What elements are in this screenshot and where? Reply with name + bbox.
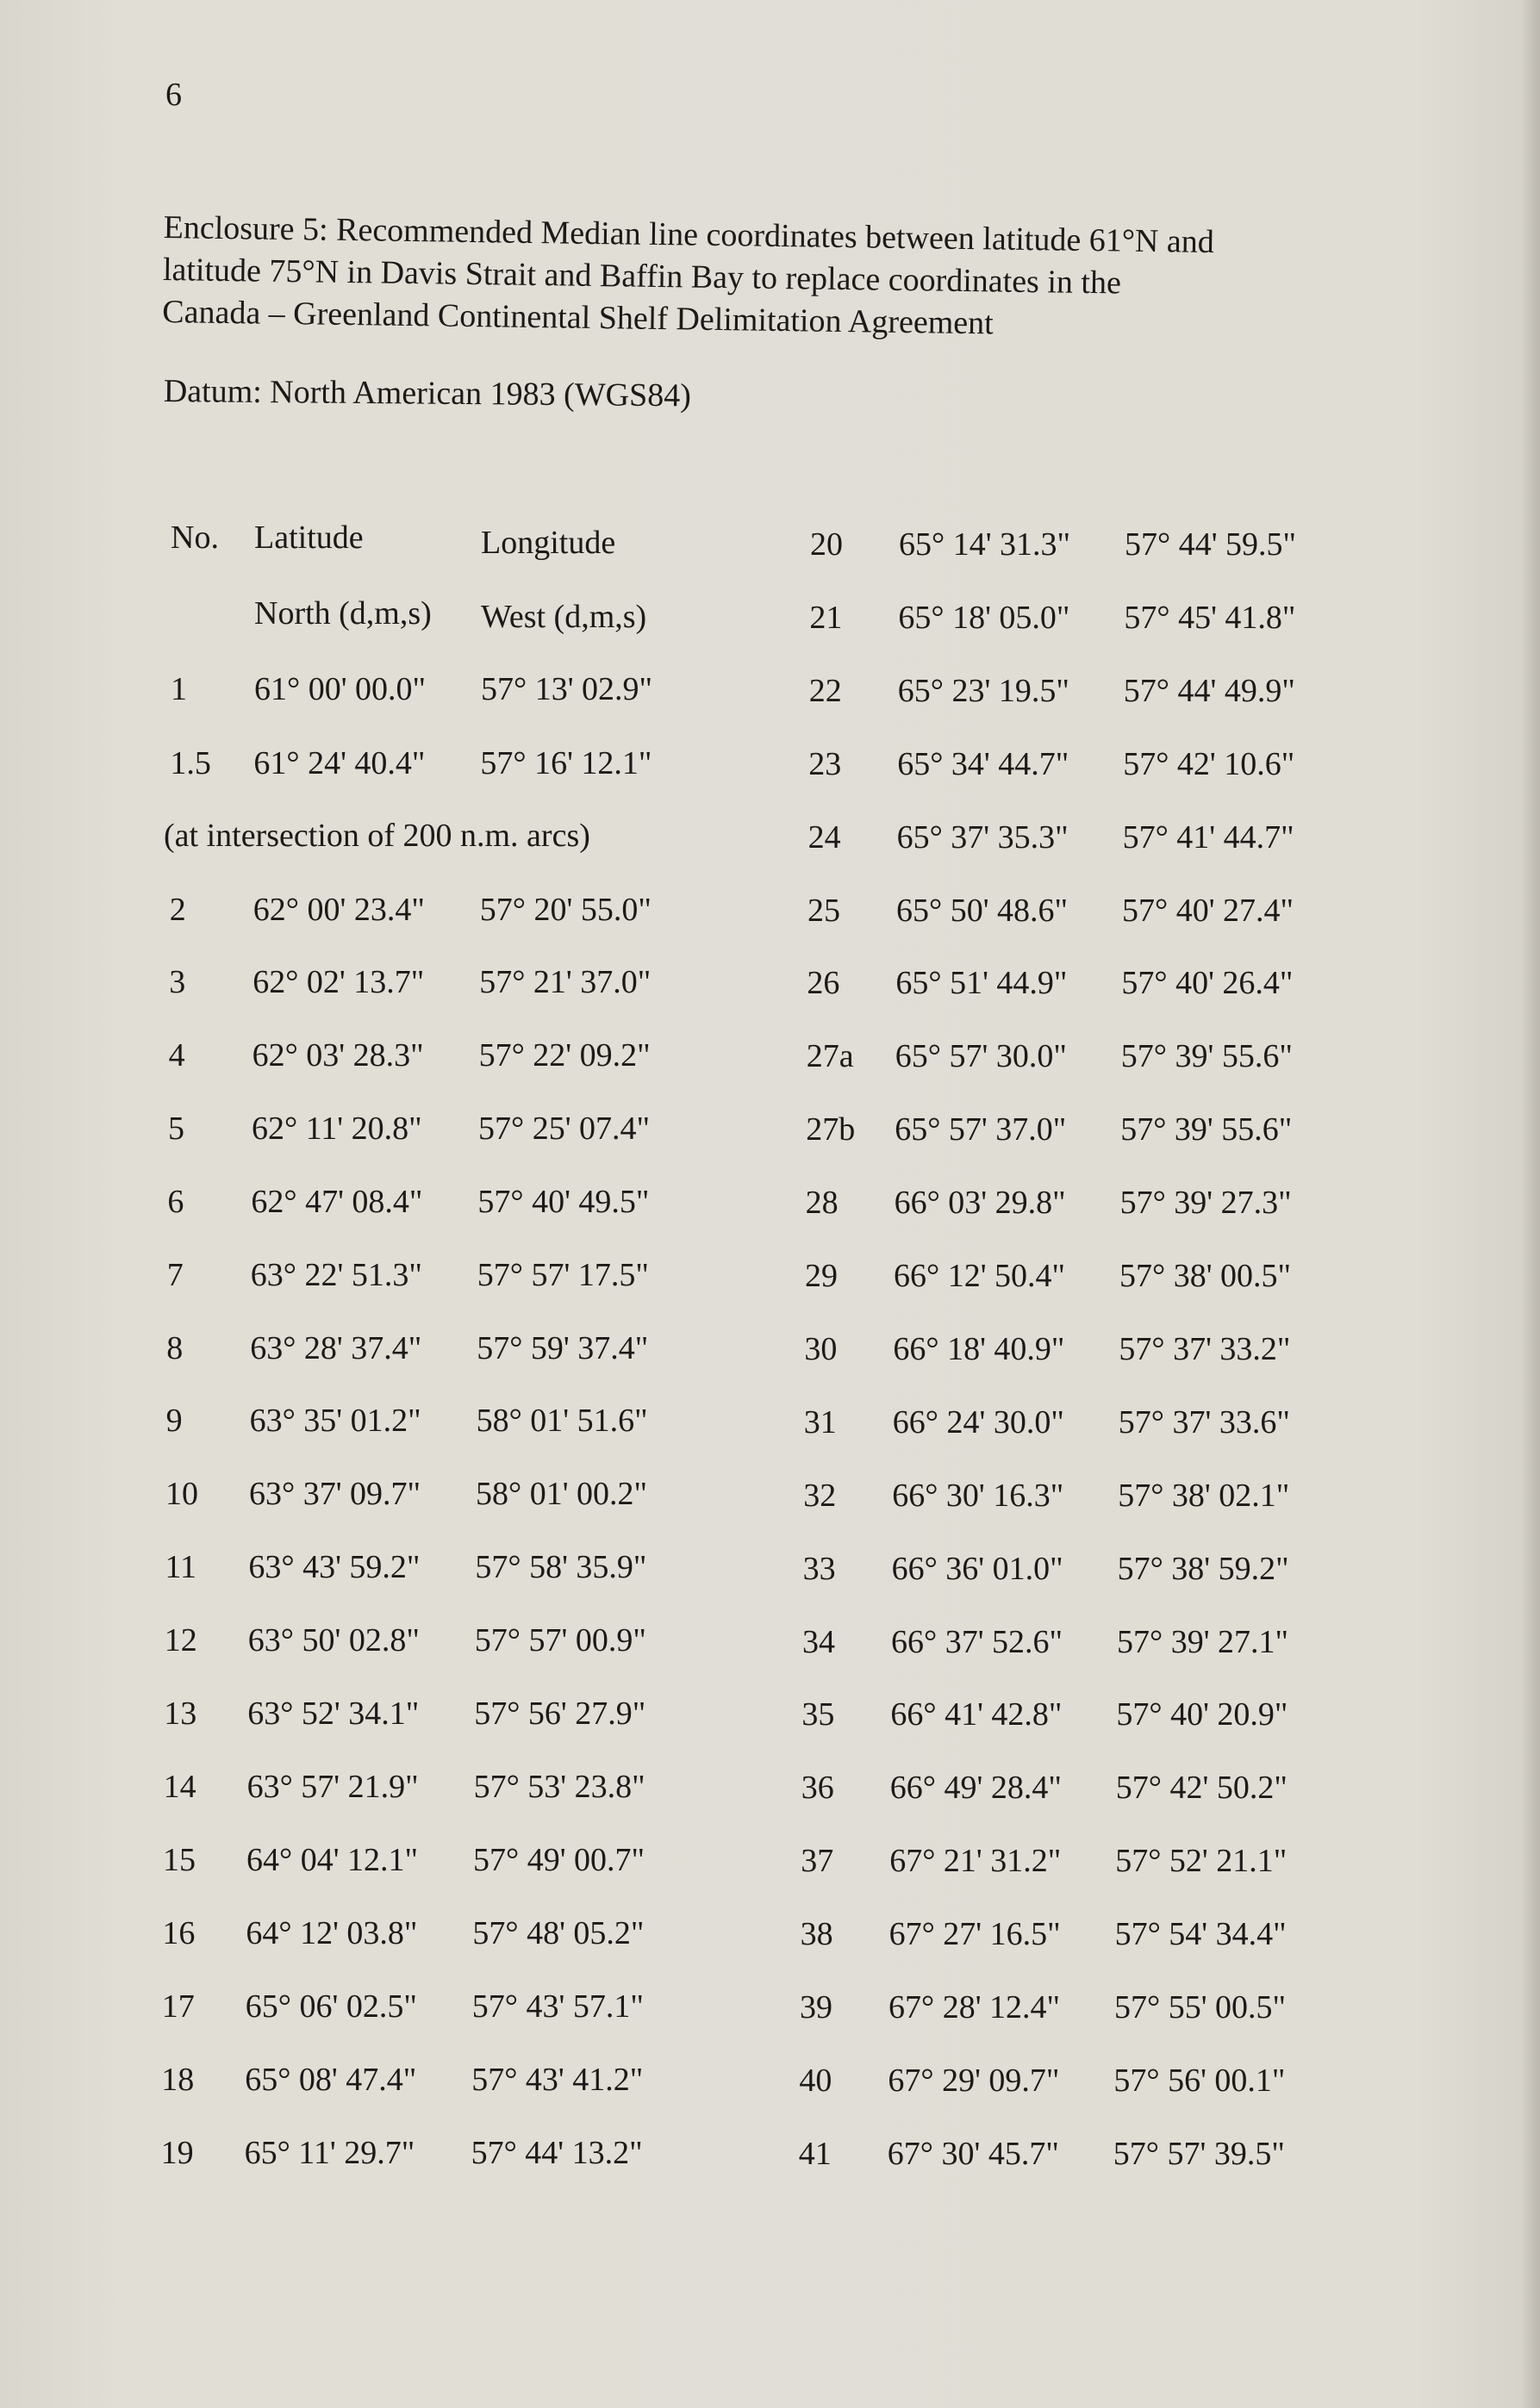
heading-line-1: Enclosure 5: Recommended Median line coordinates between latitude 61°N and	[163, 208, 1215, 261]
right-no-cell: 38	[800, 1916, 833, 1953]
right-lon-cell: 57° 38' 00.5"	[1119, 1258, 1292, 1294]
right-lon-cell: 57° 40' 27.4"	[1122, 892, 1294, 929]
left-no-cell: 6	[167, 1184, 184, 1220]
left-no-cell: 2	[169, 892, 186, 928]
right-lon-cell: 57° 37' 33.2"	[1119, 1330, 1291, 1367]
right-lat-cell: 65° 57' 30.0"	[895, 1038, 1067, 1075]
right-lat-cell: 65° 34' 44.7"	[897, 745, 1069, 782]
right-no-cell: 29	[805, 1258, 838, 1294]
right-lon-cell: 57° 39' 27.1"	[1117, 1623, 1289, 1660]
left-lat-cell: 61° 24' 40.4"	[253, 745, 426, 781]
right-lat-cell: 65° 18' 05.0"	[898, 599, 1070, 636]
left-lat-cell: 63° 35' 01.2"	[249, 1403, 421, 1439]
left-no-cell: 5	[168, 1111, 184, 1147]
intersection-note: (at intersection of 200 n.m. arcs)	[164, 818, 590, 854]
left-no-cell: 10	[165, 1476, 198, 1512]
right-lat-cell: 67° 30' 45.7"	[887, 2135, 1059, 2172]
left-lon-cell: 57° 49' 00.7"	[473, 1842, 645, 1878]
header-longitude-sub: West (d,m,s)	[481, 599, 647, 635]
page-edge-shadow	[1521, 0, 1540, 2408]
left-lat-cell: 65° 11' 29.7"	[244, 2135, 415, 2171]
right-no-cell: 37	[801, 1843, 834, 1880]
left-no-cell: 18	[161, 2062, 195, 2098]
left-no-cell: 1.5	[170, 745, 211, 781]
right-no-cell: 34	[802, 1623, 835, 1660]
right-lon-cell: 57° 39' 55.6"	[1120, 1038, 1293, 1075]
left-no-cell: 7	[166, 1257, 184, 1293]
left-lon-cell: 57° 43' 57.1"	[471, 1988, 644, 2025]
right-lon-cell: 57° 40' 26.4"	[1121, 965, 1294, 1002]
right-lat-cell: 66° 41' 42.8"	[890, 1696, 1063, 1733]
left-no-cell: 16	[162, 1915, 196, 1951]
right-lon-cell: 57° 39' 55.6"	[1120, 1111, 1293, 1148]
left-lat-cell: 64° 12' 03.8"	[246, 1915, 418, 1951]
left-lon-cell: 57° 57' 00.9"	[474, 1622, 646, 1658]
right-lon-cell: 57° 44' 59.5"	[1125, 526, 1297, 563]
left-no-cell: 13	[164, 1696, 197, 1732]
right-lon-cell: 57° 40' 20.9"	[1116, 1696, 1288, 1733]
left-lat-cell: 63° 52' 34.1"	[247, 1696, 420, 1732]
right-lon-cell: 57° 38' 59.2"	[1117, 1550, 1289, 1587]
right-lat-cell: 65° 51' 44.9"	[895, 965, 1068, 1002]
left-lat-cell: 63° 43' 59.2"	[248, 1549, 421, 1585]
left-lon-cell: 57° 58' 35.9"	[475, 1549, 647, 1585]
left-lon-cell: 57° 53' 23.8"	[473, 1769, 645, 1805]
left-lat-cell: 62° 00' 23.4"	[253, 892, 425, 928]
left-lon-cell: 57° 44' 13.2"	[471, 2135, 643, 2171]
left-no-cell: 1	[171, 671, 187, 707]
header-no: No.	[171, 520, 219, 556]
right-no-cell: 25	[807, 892, 840, 929]
right-lon-cell: 57° 39' 27.3"	[1119, 1185, 1292, 1222]
left-lon-cell: 57° 59' 37.4"	[477, 1330, 649, 1366]
left-no-cell: 19	[160, 2135, 194, 2171]
header-longitude: Longitude	[481, 525, 616, 561]
page-number: 6	[165, 77, 182, 113]
right-no-cell: 36	[801, 1770, 834, 1807]
right-no-cell: 20	[810, 526, 843, 563]
right-lon-cell: 57° 42' 50.2"	[1115, 1770, 1287, 1807]
right-lon-cell: 57° 37' 33.6"	[1118, 1403, 1290, 1440]
right-no-cell: 39	[800, 1989, 832, 2025]
right-lat-cell: 67° 21' 31.2"	[889, 1843, 1062, 1880]
left-no-cell: 3	[169, 964, 186, 1000]
header-latitude: Latitude	[254, 520, 364, 556]
right-no-cell: 24	[807, 818, 841, 856]
left-no-cell: 11	[165, 1549, 196, 1585]
right-lat-cell: 66° 12' 50.4"	[894, 1258, 1066, 1294]
right-lat-cell: 66° 30' 16.3"	[892, 1477, 1064, 1514]
left-lon-cell: 57° 40' 49.5"	[477, 1184, 650, 1220]
left-lat-cell: 62° 02' 13.7"	[253, 964, 425, 1000]
right-lat-cell: 67° 27' 16.5"	[888, 1916, 1061, 1953]
right-no-cell: 22	[808, 672, 842, 709]
left-lon-cell: 57° 13' 02.9"	[481, 671, 653, 707]
right-lon-cell: 57° 45' 41.8"	[1124, 599, 1296, 636]
datum-line: Datum: North American 1983 (WGS84)	[163, 372, 692, 414]
right-no-cell: 31	[803, 1403, 837, 1440]
header-latitude-sub: North (d,m,s)	[254, 595, 432, 632]
right-no-cell: 26	[807, 965, 840, 1002]
left-no-cell: 15	[163, 1842, 196, 1878]
right-no-cell: 27a	[806, 1038, 854, 1075]
right-lon-cell: 57° 55' 00.5"	[1114, 1989, 1287, 2025]
left-lat-cell: 65° 08' 47.4"	[245, 2062, 417, 2098]
left-no-cell: 14	[163, 1769, 196, 1805]
right-lon-cell: 57° 52' 21.1"	[1115, 1843, 1287, 1880]
left-lat-cell: 63° 50' 02.8"	[247, 1622, 420, 1658]
left-no-cell: 12	[164, 1622, 197, 1658]
right-lat-cell: 65° 37' 35.3"	[896, 818, 1069, 856]
left-lon-cell: 57° 22' 09.2"	[478, 1037, 651, 1073]
right-lon-cell: 57° 38' 02.1"	[1118, 1477, 1290, 1514]
left-lat-cell: 63° 28' 37.4"	[250, 1330, 422, 1366]
left-lat-cell: 61° 00' 00.0"	[254, 671, 427, 707]
right-lat-cell: 66° 03' 29.8"	[894, 1185, 1066, 1222]
left-lon-cell: 58° 01' 00.2"	[476, 1476, 648, 1512]
right-lat-cell: 66° 24' 30.0"	[892, 1403, 1064, 1440]
right-lat-cell: 66° 37' 52.6"	[891, 1623, 1063, 1660]
left-no-cell: 9	[165, 1403, 183, 1439]
left-lon-cell: 57° 20' 55.0"	[479, 892, 652, 928]
left-lon-cell: 57° 56' 27.9"	[474, 1696, 646, 1732]
left-lat-cell: 65° 06' 02.5"	[245, 1988, 417, 2025]
left-no-cell: 8	[166, 1330, 184, 1366]
right-no-cell: 32	[803, 1477, 837, 1514]
right-no-cell: 41	[798, 2135, 832, 2172]
left-lat-cell: 63° 22' 51.3"	[250, 1257, 422, 1293]
right-no-cell: 23	[808, 745, 842, 782]
left-lat-cell: 62° 11' 20.8"	[252, 1111, 422, 1147]
right-lat-cell: 65° 57' 37.0"	[895, 1111, 1067, 1148]
right-no-cell: 27b	[806, 1111, 856, 1148]
right-lat-cell: 65° 23' 19.5"	[897, 672, 1069, 709]
left-lat-cell: 62° 03' 28.3"	[252, 1037, 424, 1073]
right-lon-cell: 57° 44' 49.9"	[1123, 672, 1295, 709]
right-no-cell: 30	[804, 1330, 838, 1367]
right-lon-cell: 57° 56' 00.1"	[1113, 2062, 1286, 2099]
right-no-cell: 35	[801, 1696, 835, 1733]
right-no-cell: 28	[805, 1185, 839, 1222]
left-lon-cell: 57° 21' 37.0"	[479, 964, 652, 1000]
heading-line-3: Canada – Greenland Continental Shelf Delimitation Agreement	[162, 293, 994, 342]
right-lon-cell: 57° 57' 39.5"	[1113, 2135, 1285, 2172]
right-lat-cell: 67° 28' 12.4"	[888, 1989, 1061, 2025]
left-lon-cell: 57° 43' 41.2"	[471, 2062, 644, 2098]
left-lon-cell: 57° 57' 17.5"	[477, 1257, 649, 1293]
right-no-cell: 33	[802, 1550, 836, 1587]
right-lat-cell: 66° 49' 28.4"	[889, 1770, 1062, 1807]
right-lon-cell: 57° 54' 34.4"	[1114, 1916, 1287, 1953]
right-lon-cell: 57° 42' 10.6"	[1123, 745, 1295, 782]
right-no-cell: 21	[809, 599, 843, 636]
right-no-cell: 40	[799, 2062, 832, 2099]
right-lat-cell: 66° 36' 01.0"	[891, 1550, 1063, 1587]
right-lat-cell: 66° 18' 40.9"	[893, 1330, 1065, 1367]
right-lat-cell: 65° 14' 31.3"	[899, 526, 1071, 563]
left-lat-cell: 64° 04' 12.1"	[246, 1842, 419, 1878]
left-lat-cell: 63° 57' 21.9"	[246, 1769, 419, 1805]
left-lat-cell: 63° 37' 09.7"	[249, 1476, 421, 1512]
left-lon-cell: 57° 16' 12.1"	[480, 745, 652, 781]
right-lat-cell: 67° 29' 09.7"	[888, 2062, 1060, 2099]
left-no-cell: 4	[168, 1037, 185, 1073]
left-lat-cell: 62° 47' 08.4"	[251, 1184, 423, 1220]
left-lon-cell: 58° 01' 51.6"	[476, 1403, 648, 1439]
left-lon-cell: 57° 25' 07.4"	[478, 1111, 651, 1147]
right-lat-cell: 65° 50' 48.6"	[896, 892, 1069, 929]
right-lon-cell: 57° 41' 44.7"	[1122, 818, 1294, 856]
heading-line-2: latitude 75°N in Davis Strait and Baffin Bay to replace coordinates in the	[162, 251, 1122, 302]
left-lon-cell: 57° 48' 05.2"	[472, 1915, 645, 1951]
enclosure-heading	[162, 207, 1370, 351]
left-no-cell: 17	[161, 1988, 195, 2025]
